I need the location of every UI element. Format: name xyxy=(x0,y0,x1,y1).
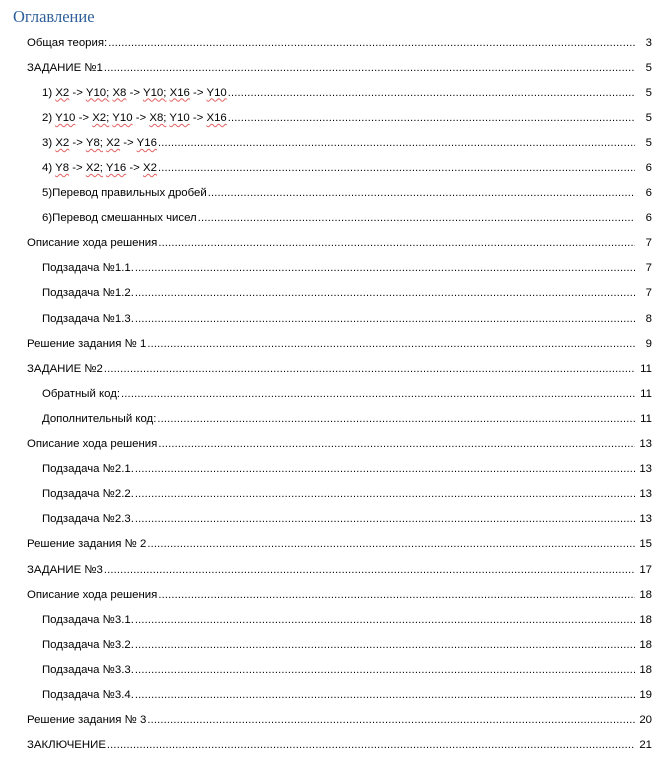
toc-heading: Оглавление xyxy=(13,7,95,26)
toc-entry-page-number: 11 xyxy=(640,362,652,375)
toc-entry[interactable] xyxy=(0,708,666,733)
toc-entry-page-number: 15 xyxy=(639,538,652,551)
toc-entry-page-number: 19 xyxy=(639,688,652,701)
spellcheck-flagged-word: X8 xyxy=(112,86,127,99)
spellcheck-flagged-word: Y8; xyxy=(85,136,103,149)
spellcheck-flagged-word: X16 xyxy=(169,86,190,99)
toc-entry-title[interactable]: Подзадача №2.2. xyxy=(42,488,134,501)
toc-entry-page-number: 6 xyxy=(645,162,652,175)
toc-dot-leader xyxy=(147,713,635,727)
toc-entry[interactable] xyxy=(0,657,666,682)
toc-entry-title[interactable]: 4) Y8 -> X2; Y16 -> X2 xyxy=(42,162,157,175)
toc-dot-leader xyxy=(208,186,635,200)
toc-entry-title[interactable]: Подзадача №3.2. xyxy=(42,638,134,651)
toc-entry-title[interactable]: Подзадача №3.3. xyxy=(42,663,134,676)
toc-entry[interactable] xyxy=(0,632,666,657)
toc-entry[interactable] xyxy=(0,130,666,155)
toc-entry-title[interactable]: 6)Перевод смешанных чисел xyxy=(42,212,197,225)
toc-entry-title[interactable]: Подзадача №1.2. xyxy=(42,287,134,300)
spellcheck-flagged-word: Y10; xyxy=(85,86,110,99)
toc-dot-leader xyxy=(135,286,635,300)
toc-entry-title[interactable]: Подзадача №2.1. xyxy=(42,463,134,476)
spellcheck-flagged-word: X2 xyxy=(106,136,121,149)
toc-entry[interactable] xyxy=(0,557,666,582)
toc-entry-page-number: 18 xyxy=(639,663,652,676)
toc-entry[interactable] xyxy=(0,733,666,758)
toc-entry-page-number: 5 xyxy=(645,111,652,124)
toc-entry[interactable] xyxy=(0,306,666,331)
toc-entry-title[interactable]: Подзадача №2.3. xyxy=(42,513,134,526)
toc-entry-page-number: 5 xyxy=(645,86,652,99)
toc-dot-leader xyxy=(121,387,635,401)
toc-entry-title[interactable]: Решение задания № 2 xyxy=(27,538,147,551)
spellcheck-flagged-word: X2; xyxy=(92,111,110,124)
toc-dot-leader xyxy=(147,337,635,351)
toc-entry-title[interactable]: ЗАДАНИЕ №2 xyxy=(27,362,103,375)
toc-entry-title[interactable]: 2) Y10 -> X2; Y10 -> X8; Y10 -> X16 xyxy=(42,111,227,124)
toc-dot-leader xyxy=(135,487,635,501)
toc-entry-page-number: 18 xyxy=(639,613,652,626)
toc-entry-title[interactable]: 1) X2 -> Y10; X8 -> Y10; X16 -> Y10 xyxy=(42,86,227,99)
toc-entry-title[interactable]: Подзадача №1.3. xyxy=(42,312,134,325)
spellcheck-flagged-word: X16 xyxy=(206,111,227,124)
toc-entry-page-number: 13 xyxy=(639,488,652,501)
toc-entry[interactable] xyxy=(0,55,666,80)
toc-dot-leader xyxy=(158,437,635,451)
toc-entry[interactable] xyxy=(0,432,666,457)
toc-entry-page-number: 5 xyxy=(645,136,652,149)
toc-entry[interactable] xyxy=(0,582,666,607)
toc-dot-leader xyxy=(135,462,635,476)
toc-entry-title[interactable]: Обратный код: xyxy=(42,387,121,400)
toc-entry-page-number: 7 xyxy=(645,237,652,250)
toc-entry[interactable] xyxy=(0,607,666,632)
spellcheck-flagged-word: X2 xyxy=(55,136,70,149)
toc-entry[interactable] xyxy=(0,105,666,130)
toc-dot-leader xyxy=(157,412,635,426)
spellcheck-flagged-word: Y10 xyxy=(206,86,227,99)
toc-entry[interactable] xyxy=(0,507,666,532)
toc-dot-leader xyxy=(198,211,635,225)
toc-entry[interactable] xyxy=(0,682,666,707)
toc-entry-page-number: 7 xyxy=(645,287,652,300)
spellcheck-flagged-word: Y10 xyxy=(169,111,190,124)
toc-entry-page-number: 6 xyxy=(645,212,652,225)
toc-dot-leader xyxy=(158,136,635,150)
toc-entry-page-number: 5 xyxy=(645,61,652,74)
toc-dot-leader xyxy=(158,236,635,250)
toc-dot-leader xyxy=(135,638,635,652)
spellcheck-flagged-word: Y8 xyxy=(55,162,70,175)
toc-entry-title[interactable]: Описание хода решения xyxy=(27,237,158,250)
toc-dot-leader xyxy=(228,111,635,125)
toc-dot-leader xyxy=(108,36,635,50)
toc-dot-leader xyxy=(104,61,635,75)
toc-dot-leader xyxy=(104,362,635,376)
spellcheck-flagged-word: X2 xyxy=(55,86,70,99)
toc-entry-title[interactable]: Подзадача №3.1. xyxy=(42,613,134,626)
toc-entry-title[interactable]: ЗАКЛЮЧЕНИЕ xyxy=(27,739,106,752)
toc-entry-page-number: 8 xyxy=(645,312,652,325)
toc-entry-title[interactable]: Описание хода решения xyxy=(27,588,158,601)
toc-entry-page-number: 7 xyxy=(645,262,652,275)
toc-entry[interactable] xyxy=(0,206,666,231)
toc-entry[interactable] xyxy=(0,331,666,356)
toc-dot-leader xyxy=(135,688,635,702)
toc-entry-title[interactable]: 3) X2 -> Y8; X2 -> Y16 xyxy=(42,136,157,149)
toc-entry[interactable] xyxy=(0,482,666,507)
toc-entry-title[interactable]: ЗАДАНИЕ №3 xyxy=(27,563,103,576)
toc-entry-page-number: 9 xyxy=(645,337,652,350)
toc-entry[interactable] xyxy=(0,256,666,281)
spellcheck-flagged-word: Y10 xyxy=(55,111,76,124)
toc-entry[interactable] xyxy=(0,155,666,180)
toc-entry-page-number: 21 xyxy=(639,739,652,752)
toc-entry[interactable] xyxy=(0,406,666,431)
toc-dot-leader xyxy=(135,312,635,326)
toc-entry-title[interactable]: ЗАДАНИЕ №1 xyxy=(27,61,103,74)
toc-dot-leader xyxy=(158,588,635,602)
toc-entry-page-number: 3 xyxy=(645,36,652,49)
toc-entry-page-number: 11 xyxy=(640,387,652,400)
toc-entry-page-number: 13 xyxy=(639,463,652,476)
toc-entry[interactable] xyxy=(0,381,666,406)
toc-dot-leader xyxy=(135,663,635,677)
toc-entry[interactable] xyxy=(0,356,666,381)
spellcheck-flagged-word: X8; xyxy=(149,111,167,124)
spellcheck-flagged-word: Y10; xyxy=(142,86,167,99)
toc-entry-page-number: 18 xyxy=(639,638,652,651)
spellcheck-flagged-word: X2; xyxy=(85,162,103,175)
toc-entry[interactable] xyxy=(0,30,666,55)
toc-entry-title[interactable]: Общая теория: xyxy=(27,36,108,49)
toc-dot-leader xyxy=(104,563,635,577)
toc-entry[interactable] xyxy=(0,532,666,557)
toc-entry-title[interactable]: Подзадача №1.1. xyxy=(42,262,134,275)
toc-entry-page-number: 20 xyxy=(639,714,652,727)
toc-entry-title[interactable]: Подзадача №3.4. xyxy=(42,688,134,701)
toc-dot-leader xyxy=(135,512,635,526)
toc-entry-page-number: 11 xyxy=(640,412,652,425)
spellcheck-flagged-word: X2 xyxy=(143,162,157,175)
toc-dot-leader xyxy=(158,161,635,175)
toc-dot-leader xyxy=(228,86,635,100)
toc-entry-page-number: 18 xyxy=(639,588,652,601)
toc-dot-leader xyxy=(135,261,635,275)
toc-entry-page-number: 6 xyxy=(645,187,652,200)
toc-entry-title[interactable]: Дополнительный код: xyxy=(42,412,157,425)
spellcheck-flagged-word: Y16 xyxy=(105,162,127,175)
toc-dot-leader xyxy=(135,613,635,627)
spellcheck-flagged-word: Y16 xyxy=(136,136,157,149)
toc-entry[interactable] xyxy=(0,80,666,105)
spellcheck-flagged-word: Y10 xyxy=(112,111,133,124)
toc-entry-title[interactable]: Описание хода решения xyxy=(27,438,158,451)
toc-entry-title[interactable]: 5)Перевод правильных дробей xyxy=(42,187,207,200)
toc-entry-page-number: 13 xyxy=(639,513,652,526)
toc-dot-leader xyxy=(147,537,635,551)
toc-dot-leader xyxy=(107,738,635,752)
toc-entry[interactable] xyxy=(0,457,666,482)
toc-entry-title[interactable]: Решение задания № 3 xyxy=(27,714,147,727)
toc-list xyxy=(0,30,666,758)
toc-entry-title[interactable]: Решение задания № 1 xyxy=(27,337,147,350)
toc-entry[interactable] xyxy=(0,181,666,206)
toc-entry[interactable] xyxy=(0,281,666,306)
toc-entry[interactable] xyxy=(0,231,666,256)
toc-entry-page-number: 17 xyxy=(639,563,652,576)
toc-entry-page-number: 13 xyxy=(639,438,652,451)
